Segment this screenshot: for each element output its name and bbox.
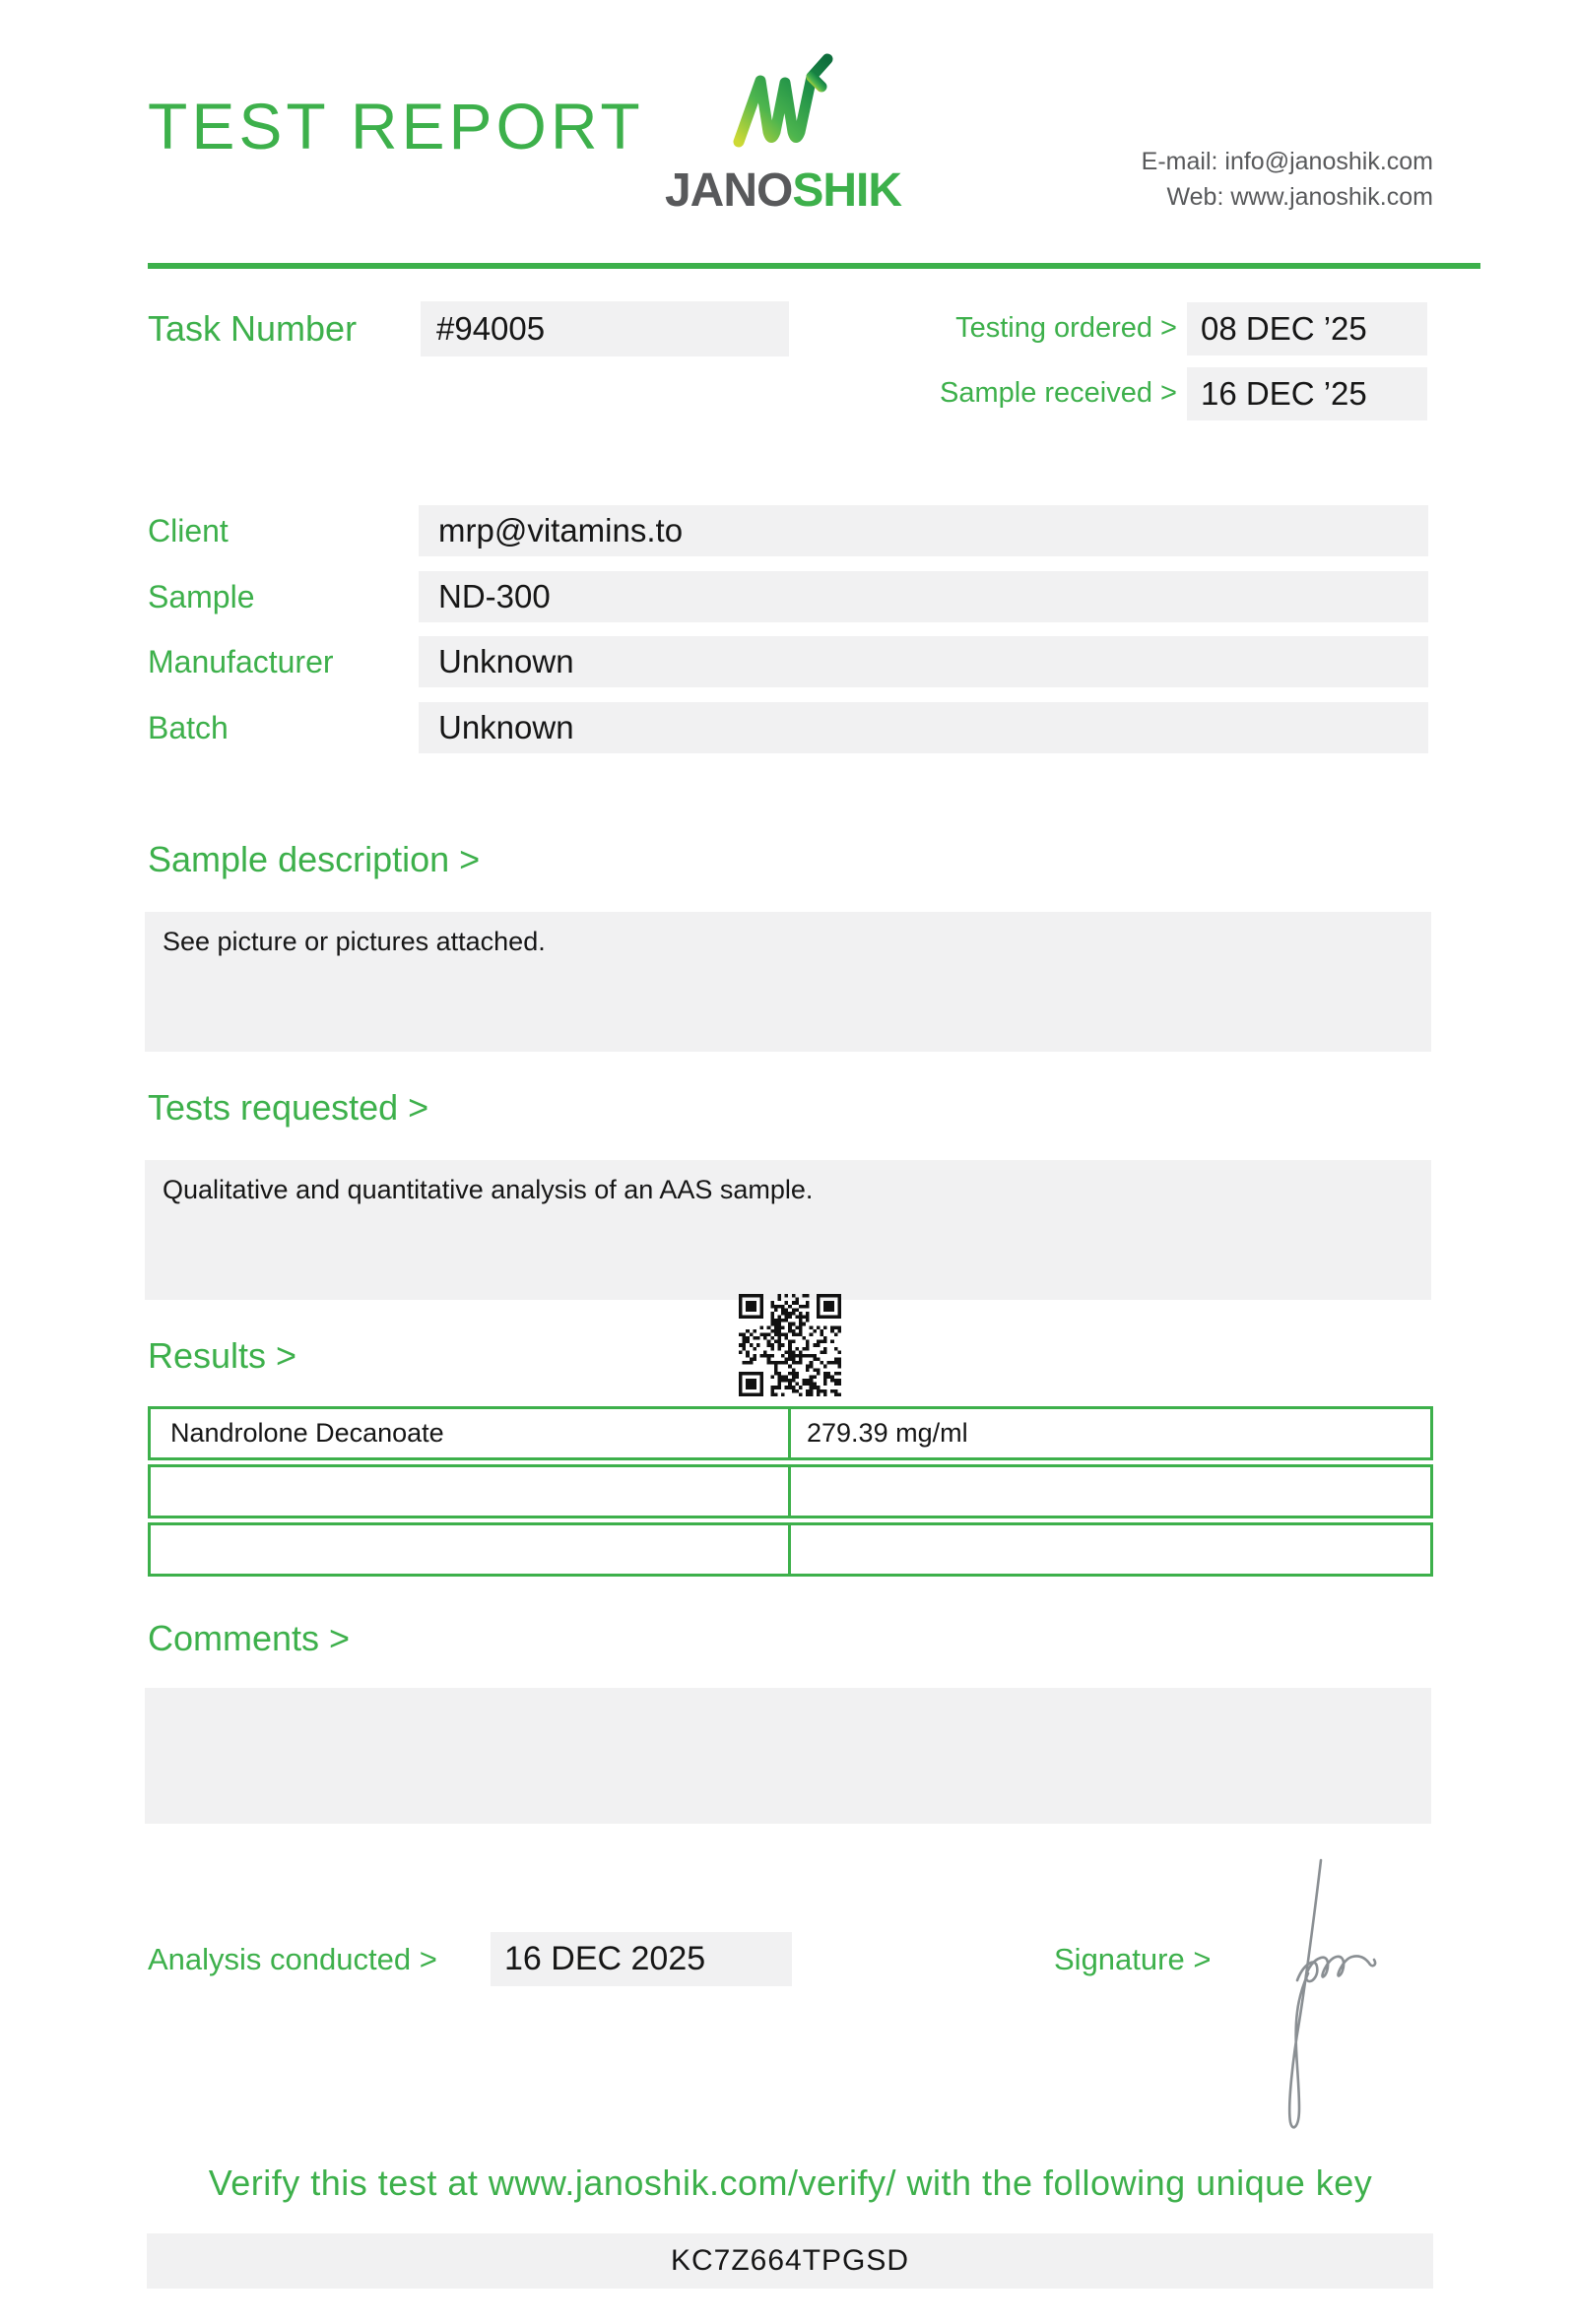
testing-ordered-label: Testing ordered > (955, 312, 1177, 344)
sample-received-label: Sample received > (940, 377, 1177, 409)
verify-instruction: Verify this test at www.janoshik.com/verify/ with the following unique key (208, 2163, 1373, 2203)
task-number-value: #94005 (436, 310, 546, 347)
client-field (419, 505, 1428, 556)
qr-code (739, 1294, 841, 1396)
comments-box (145, 1688, 1431, 1824)
client-value: mrp@vitamins.to (438, 512, 684, 549)
substance-cell (151, 1525, 791, 1574)
batch-value: Unknown (438, 709, 574, 745)
comments-heading: Comments > (148, 1618, 351, 1658)
sample-description-text: See picture or pictures attached. (163, 927, 546, 956)
client-label: Client (148, 513, 229, 549)
web-value: www.janoshik.com (1230, 183, 1433, 211)
testing-ordered-value: 08 DEC ’25 (1201, 310, 1367, 347)
sample-label: Sample (148, 579, 255, 614)
results-row-3 (148, 1522, 1433, 1577)
batch-field (419, 702, 1428, 753)
analysis-conducted-label: Analysis conducted > (148, 1942, 437, 1976)
contact-email: E-mail: info@janoshik.com (1141, 148, 1433, 175)
analysis-date-value: 16 DEC 2025 (504, 1940, 706, 1977)
manufacturer-field (419, 636, 1428, 687)
amount-cell: 279.39 mg/ml (807, 1418, 968, 1448)
amount-cell (791, 1525, 1430, 1574)
email-value: info@janoshik.com (1224, 148, 1433, 175)
task-number-label: Task Number (148, 308, 358, 349)
logo-part-jano: JANO (664, 164, 793, 217)
batch-label: Batch (148, 710, 229, 745)
comments-text (145, 1688, 1431, 1711)
header-divider (148, 263, 1480, 269)
testing-ordered-field (1187, 302, 1427, 355)
chart-growth-icon (729, 53, 843, 152)
sample-description-heading: Sample description > (148, 839, 481, 879)
sample-received-value: 16 DEC ’25 (1201, 375, 1367, 412)
analysis-date-field (491, 1932, 792, 1986)
page-title: TEST REPORT (148, 90, 644, 162)
logo-part-shik: SHIK (792, 164, 902, 217)
tests-requested-box (145, 1160, 1431, 1300)
manufacturer-value: Unknown (438, 643, 574, 679)
sample-received-field (1187, 367, 1427, 420)
results-row-2 (148, 1464, 1433, 1518)
sample-value: ND-300 (438, 578, 551, 614)
results-heading: Results > (148, 1335, 297, 1376)
tests-requested-text: Qualitative and quantitative analysis of an AAS sample. (163, 1175, 814, 1204)
substance-cell (151, 1467, 791, 1516)
signature-label: Signature > (1054, 1942, 1212, 1976)
substance-cell: Nandrolone Decanoate (151, 1409, 791, 1457)
sample-description-box (145, 912, 1431, 1052)
unique-key-value: KC7Z664TPGSD (670, 2244, 910, 2277)
tests-requested-heading: Tests requested > (148, 1087, 429, 1128)
contact-block (985, 144, 1433, 215)
manufacturer-label: Manufacturer (148, 644, 334, 679)
unique-key-field (147, 2233, 1433, 2289)
logo-wordmark (635, 163, 931, 218)
signature-scribble (1264, 1854, 1392, 2140)
amount-cell (791, 1467, 1430, 1516)
contact-web: Web: www.janoshik.com (1166, 183, 1433, 211)
sample-field (419, 571, 1428, 622)
results-row-1 (148, 1406, 1433, 1460)
task-number-field (421, 301, 789, 356)
